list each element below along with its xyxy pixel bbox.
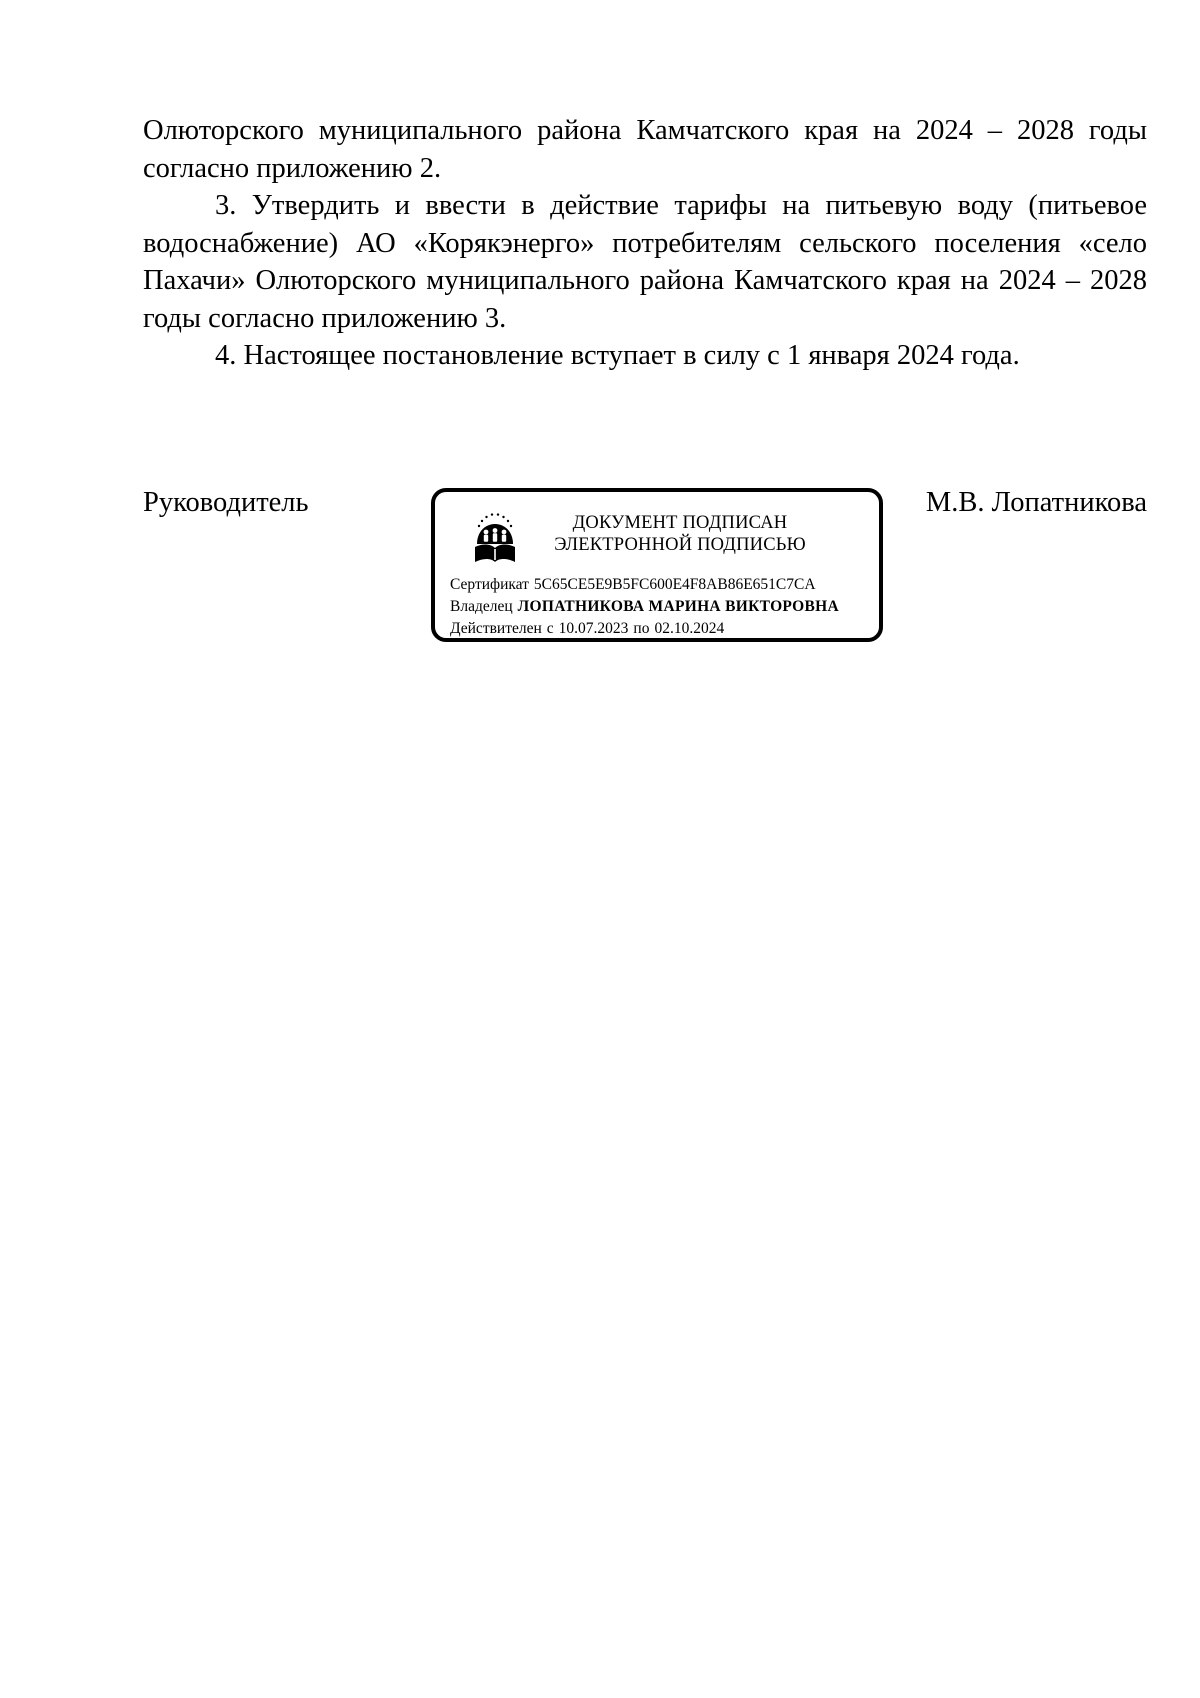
certificate-value: 5C65CE5E9B5FC600E4F8AB86E651C7CA (533, 576, 816, 593)
stamp-title (535, 512, 825, 556)
valid-to-date: 02.10.2024 (654, 620, 725, 637)
stamp-title-line-2: ЭЛЕКТРОННОЙ ПОДПИСЬЮ (554, 535, 806, 555)
paragraph-item-3: 3. Утвердить и ввести в действие тарифы на питьевую воду (питьевое водоснабжение) АО «Корякэнерго» потребителям сельского поселения «село Пахачи» Олюторского муниципального района Камчатского края на 2024 – 2028 годы согласно приложению 3. (143, 190, 1147, 334)
owner-label: Владелец (450, 598, 513, 615)
certificate-label: Сертификат (450, 576, 529, 593)
paragraph-continuation: Олюторского муниципального района Камчатского края на 2024 – 2028 годы согласно приложению 2. (143, 115, 1147, 184)
valid-from-label: с (546, 620, 554, 637)
emblem-icon (471, 512, 519, 566)
electronic-signature-stamp (431, 488, 883, 642)
stamp-title-line-1: ДОКУМЕНТ ПОДПИСАН (572, 513, 788, 533)
valid-from-date: 10.07.2023 (558, 620, 629, 637)
validity-line (450, 618, 880, 640)
valid-to-label: по (633, 620, 650, 637)
signer-position: Руководитель (143, 487, 309, 518)
signer-name: М.В. Лопатникова (925, 487, 1147, 518)
owner-value: ЛОПАТНИКОВА МАРИНА ВИКТОРОВНА (517, 598, 839, 615)
owner-line (450, 596, 880, 618)
stamp-details (450, 574, 880, 640)
paragraph-item-4: 4. Настоящее постановление вступает в силу с 1 января 2024 года. (215, 340, 1020, 371)
certificate-line (450, 574, 880, 596)
valid-label: Действителен (450, 620, 542, 637)
document-body (143, 112, 1147, 375)
